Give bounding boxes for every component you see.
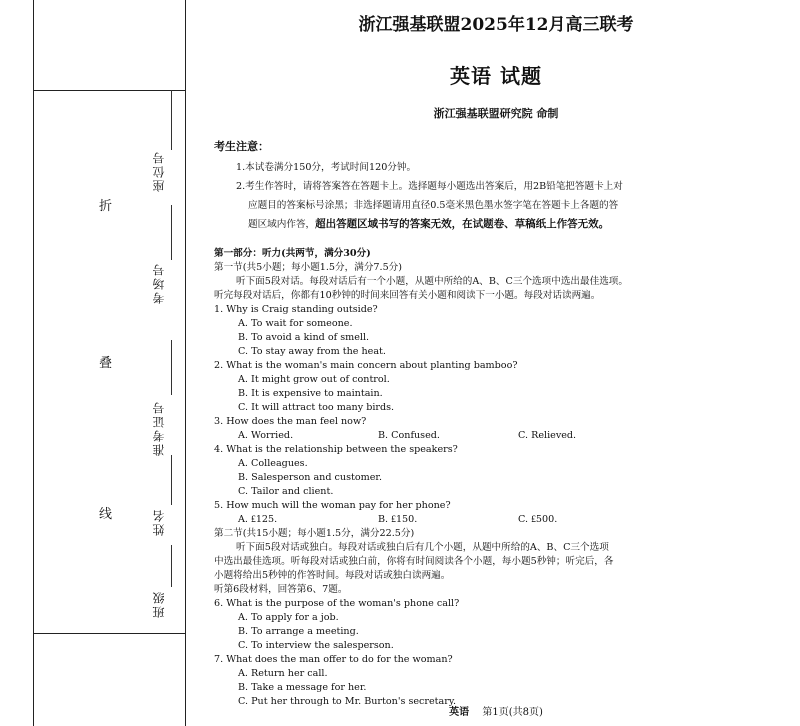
notice-warning: 超出答题区域书写的答案无效，在试题卷、草稿纸上作答无效。 [315, 218, 610, 230]
notice-block [214, 140, 623, 234]
binding-margin [0, 0, 185, 726]
notice-item-2-line-1: 2.考生作答时，请将答案答在答题卡上。选择题每小题选出答案后，用2B铅笔把答题卡上对 [236, 181, 623, 192]
issuer: 浙江强基联盟研究院 命制 [433, 107, 559, 120]
notice-item-2-line-3 [214, 215, 623, 234]
ticket-number-label: 准考证号 [152, 400, 166, 456]
question-5: 5. How much will the woman pay for her phone? [214, 500, 451, 511]
q2-option-b: B. It is expensive to maintain. [238, 388, 383, 399]
q6-option-a: A. To apply for a job. [238, 612, 339, 623]
footer-subject: 英语 [449, 707, 470, 718]
seat-number-label: 座位号 [152, 150, 166, 192]
subject-title: 英语 试题 [450, 64, 542, 88]
q4-option-c: C. Tailor and client. [238, 486, 334, 497]
section1-heading: 第一节(共5小题；每小题1.5分，满分7.5分) [214, 262, 403, 273]
q1-option-b: B. To avoid a kind of smell. [238, 332, 370, 343]
question-4: 4. What is the relationship between the speakers? [214, 444, 458, 455]
question-6: 6. What is the purpose of the woman's phone call? [214, 598, 460, 609]
q6-option-c: C. To interview the salesperson. [238, 640, 394, 651]
q7-option-c: C. Put her through to Mr. Burton's secretary. [238, 696, 457, 707]
exam-title: 浙江强基联盟2025年12月高三联考 [358, 15, 634, 35]
q1-option-c: C. To stay away from the heat. [238, 346, 386, 357]
question-3: 3. How does the man feel now? [214, 416, 367, 427]
class-label: 班级 [152, 590, 166, 618]
q2-option-c: C. It will attract too many birds. [238, 402, 395, 413]
notice-heading: 考生注意： [214, 140, 269, 153]
part1-block [214, 247, 628, 709]
section2-heading: 第二节(共15小题；每小题1.5分，满分22.5分) [214, 528, 415, 539]
notice-item-2-line-2: 应题目的答案标号涂黑；非选择题请用直径0.5毫米黑色墨水签字笔在答题卡上各题的答 [248, 200, 619, 211]
q5-option-c: C. ₤500. [518, 514, 558, 525]
margin-edge-line [33, 0, 34, 726]
name-label: 姓名 [152, 508, 166, 536]
q5-options [214, 513, 628, 527]
page-footer [200, 703, 792, 718]
q3-option-b: B. Confused. [378, 430, 440, 441]
section2-instruction-2: 中选出最佳选项。听每段对话或独白前，你将有时间阅读各个小题，每小题5秒钟；听完后，各 [214, 556, 614, 567]
seat-number-line [171, 90, 172, 150]
q5-option-b: B. ₤150. [378, 514, 418, 525]
section2-instruction-1: 听下面5段对话或独白。每段对话或独白后有几个小题，从题中所给的A、B、C三个选项 [236, 542, 609, 553]
q1-option-a: A. To wait for someone. [238, 318, 353, 329]
q3-option-a: A. Worried. [238, 430, 294, 441]
q3-options [214, 429, 628, 443]
question-2: 2. What is the woman's main concern about planting bamboo? [214, 360, 518, 371]
section1-instruction-2: 听完每段对话后，你都有10秒钟的时间来回答有关小题和阅读下一小题。每段对话读两遍。 [214, 290, 601, 301]
name-line [171, 455, 172, 505]
q2-option-a: A. It might grow out of control. [238, 374, 390, 385]
section1-instruction-1: 听下面5段对话。每段对话后有一个小题，从题中所给的A、B、C三个选项中选出最佳选项。 [236, 276, 628, 287]
margin-top-rule [33, 90, 185, 91]
fold-line [185, 0, 186, 726]
q6-option-b: B. To arrange a meeting. [238, 626, 359, 637]
class-line [171, 545, 172, 587]
footer-page: 第1页(共8页) [482, 707, 543, 718]
notice-item-1: 1.本试卷满分150分，考试时间120分钟。 [236, 162, 417, 173]
q7-option-b: B. Take a message for her. [238, 682, 367, 693]
notice-item-2-line-3-text: 题区域内作答， [248, 219, 316, 230]
question-1: 1. Why is Craig standing outside? [214, 304, 378, 315]
q7-option-a: A. Return her call. [238, 668, 328, 679]
fold-word-1: 折 [99, 199, 113, 214]
material-6: 听第6段材料，回答第6、7题。 [214, 584, 348, 595]
fold-word-2: 叠 [99, 356, 113, 371]
margin-bottom-rule [33, 633, 185, 634]
exam-room-line [171, 205, 172, 260]
q3-option-c: C. Relieved. [518, 430, 577, 441]
section2-instruction-3: 小题将给出5秒钟的作答时间。每段对话或独白读两遍。 [214, 570, 451, 581]
q5-option-a: A. ₤125. [238, 514, 278, 525]
exam-room-label: 考场号 [152, 262, 166, 304]
q4-option-a: A. Colleagues. [238, 458, 308, 469]
fold-word-3: 线 [99, 507, 113, 522]
q4-option-b: B. Salesperson and customer. [238, 472, 382, 483]
ticket-number-line [171, 340, 172, 395]
question-7: 7. What does the man offer to do for the woman? [214, 654, 453, 665]
part1-heading: 第一部分：听力(共两节，满分30分) [214, 248, 371, 259]
